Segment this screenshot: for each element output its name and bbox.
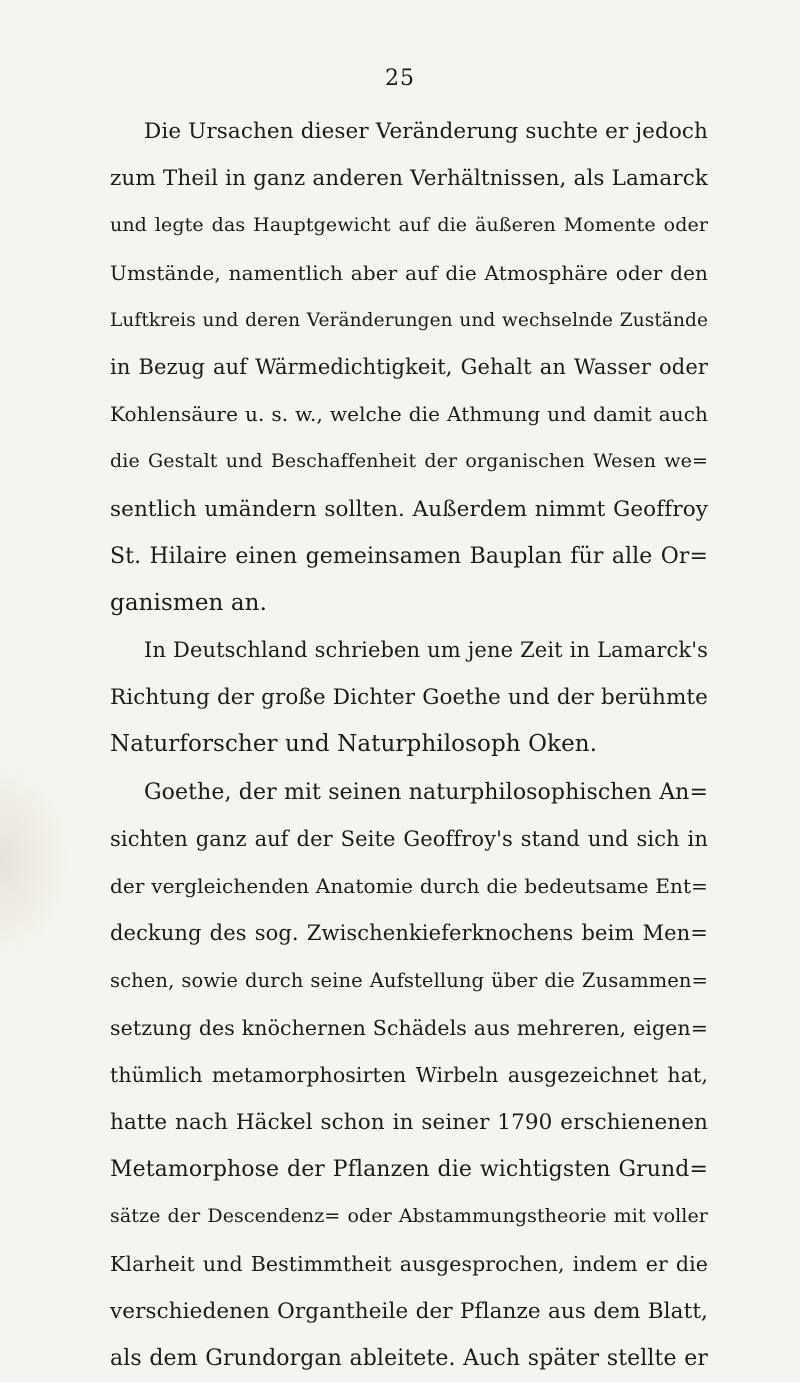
text-line: und legte das Hauptgewicht auf die äußeren Momente oder xyxy=(110,214,708,237)
text-line: Goethe, der mit seinen naturphilosophischen An= xyxy=(144,779,708,805)
text-line: zum Theil in ganz anderen Verhältnissen, als Lamarck xyxy=(110,166,708,192)
text-line: Metamorphose der Pflanzen die wichtigsten Grund= xyxy=(110,1157,708,1183)
text-line: in Bezug auf Wärmedichtigkeit, Gehalt an Wasser oder xyxy=(110,354,708,379)
text-line: Naturforscher und Naturphilosoph Oken. xyxy=(110,731,598,758)
body-text xyxy=(110,108,708,1382)
text-line: St. Hilaire einen gemeinsamen Bauplan für alle Or= xyxy=(110,543,708,569)
text-line: deckung des sog. Zwischenkieferknochens beim Men= xyxy=(110,921,708,946)
text-line: In Deutschland schrieben um jene Zeit in Lamarck's xyxy=(144,638,708,663)
text-line: der vergleichenden Anatomie durch die bedeutsame Ent= xyxy=(110,874,708,898)
text-line: Die Ursachen dieser Veränderung suchte er jedoch xyxy=(144,119,708,144)
text-line: Richtung der große Dichter Goethe und der berühmte xyxy=(110,685,708,711)
text-line: Klarheit und Bestimmtheit ausgesprochen, indem er die xyxy=(110,1251,708,1276)
paper-stain xyxy=(0,760,70,960)
text-line: Kohlensäure u. s. w., welche die Athmung und damit auch xyxy=(110,402,708,427)
page-number: 25 xyxy=(385,66,415,91)
text-line: thümlich metamorphosirten Wirbeln ausgezeichnet hat, xyxy=(110,1062,708,1087)
text-line: als dem Grundorgan ableitete. Auch später stellte er xyxy=(110,1345,708,1371)
text-line: schen, sowie durch seine Aufstellung über die Zusammen= xyxy=(110,969,708,993)
text-line: sichten ganz auf der Seite Geoffroy's stand und sich in xyxy=(110,826,708,851)
text-line: verschiedenen Organtheile der Pflanze aus dem Blatt, xyxy=(110,1298,708,1324)
text-line: Umstände, namentlich aber auf die Atmosphäre oder den xyxy=(110,260,708,285)
text-line: setzung des knöchernen Schädels aus mehreren, eigen= xyxy=(110,1015,708,1040)
text-line: sätze der Descendenz= oder Abstammungstheorie mit voller xyxy=(110,1205,708,1228)
text-line: hatte nach Häckel schon in seiner 1790 erschienenen xyxy=(110,1109,708,1135)
text-line: Luftkreis und deren Veränderungen und wechselnde Zustände xyxy=(110,309,708,331)
text-line: die Gestalt und Beschaffenheit der organischen Wesen we= xyxy=(110,450,708,473)
text-line: ganismen an. xyxy=(110,589,267,616)
text-line: sentlich umändern sollten. Außerdem nimmt Geoffroy xyxy=(110,496,708,522)
